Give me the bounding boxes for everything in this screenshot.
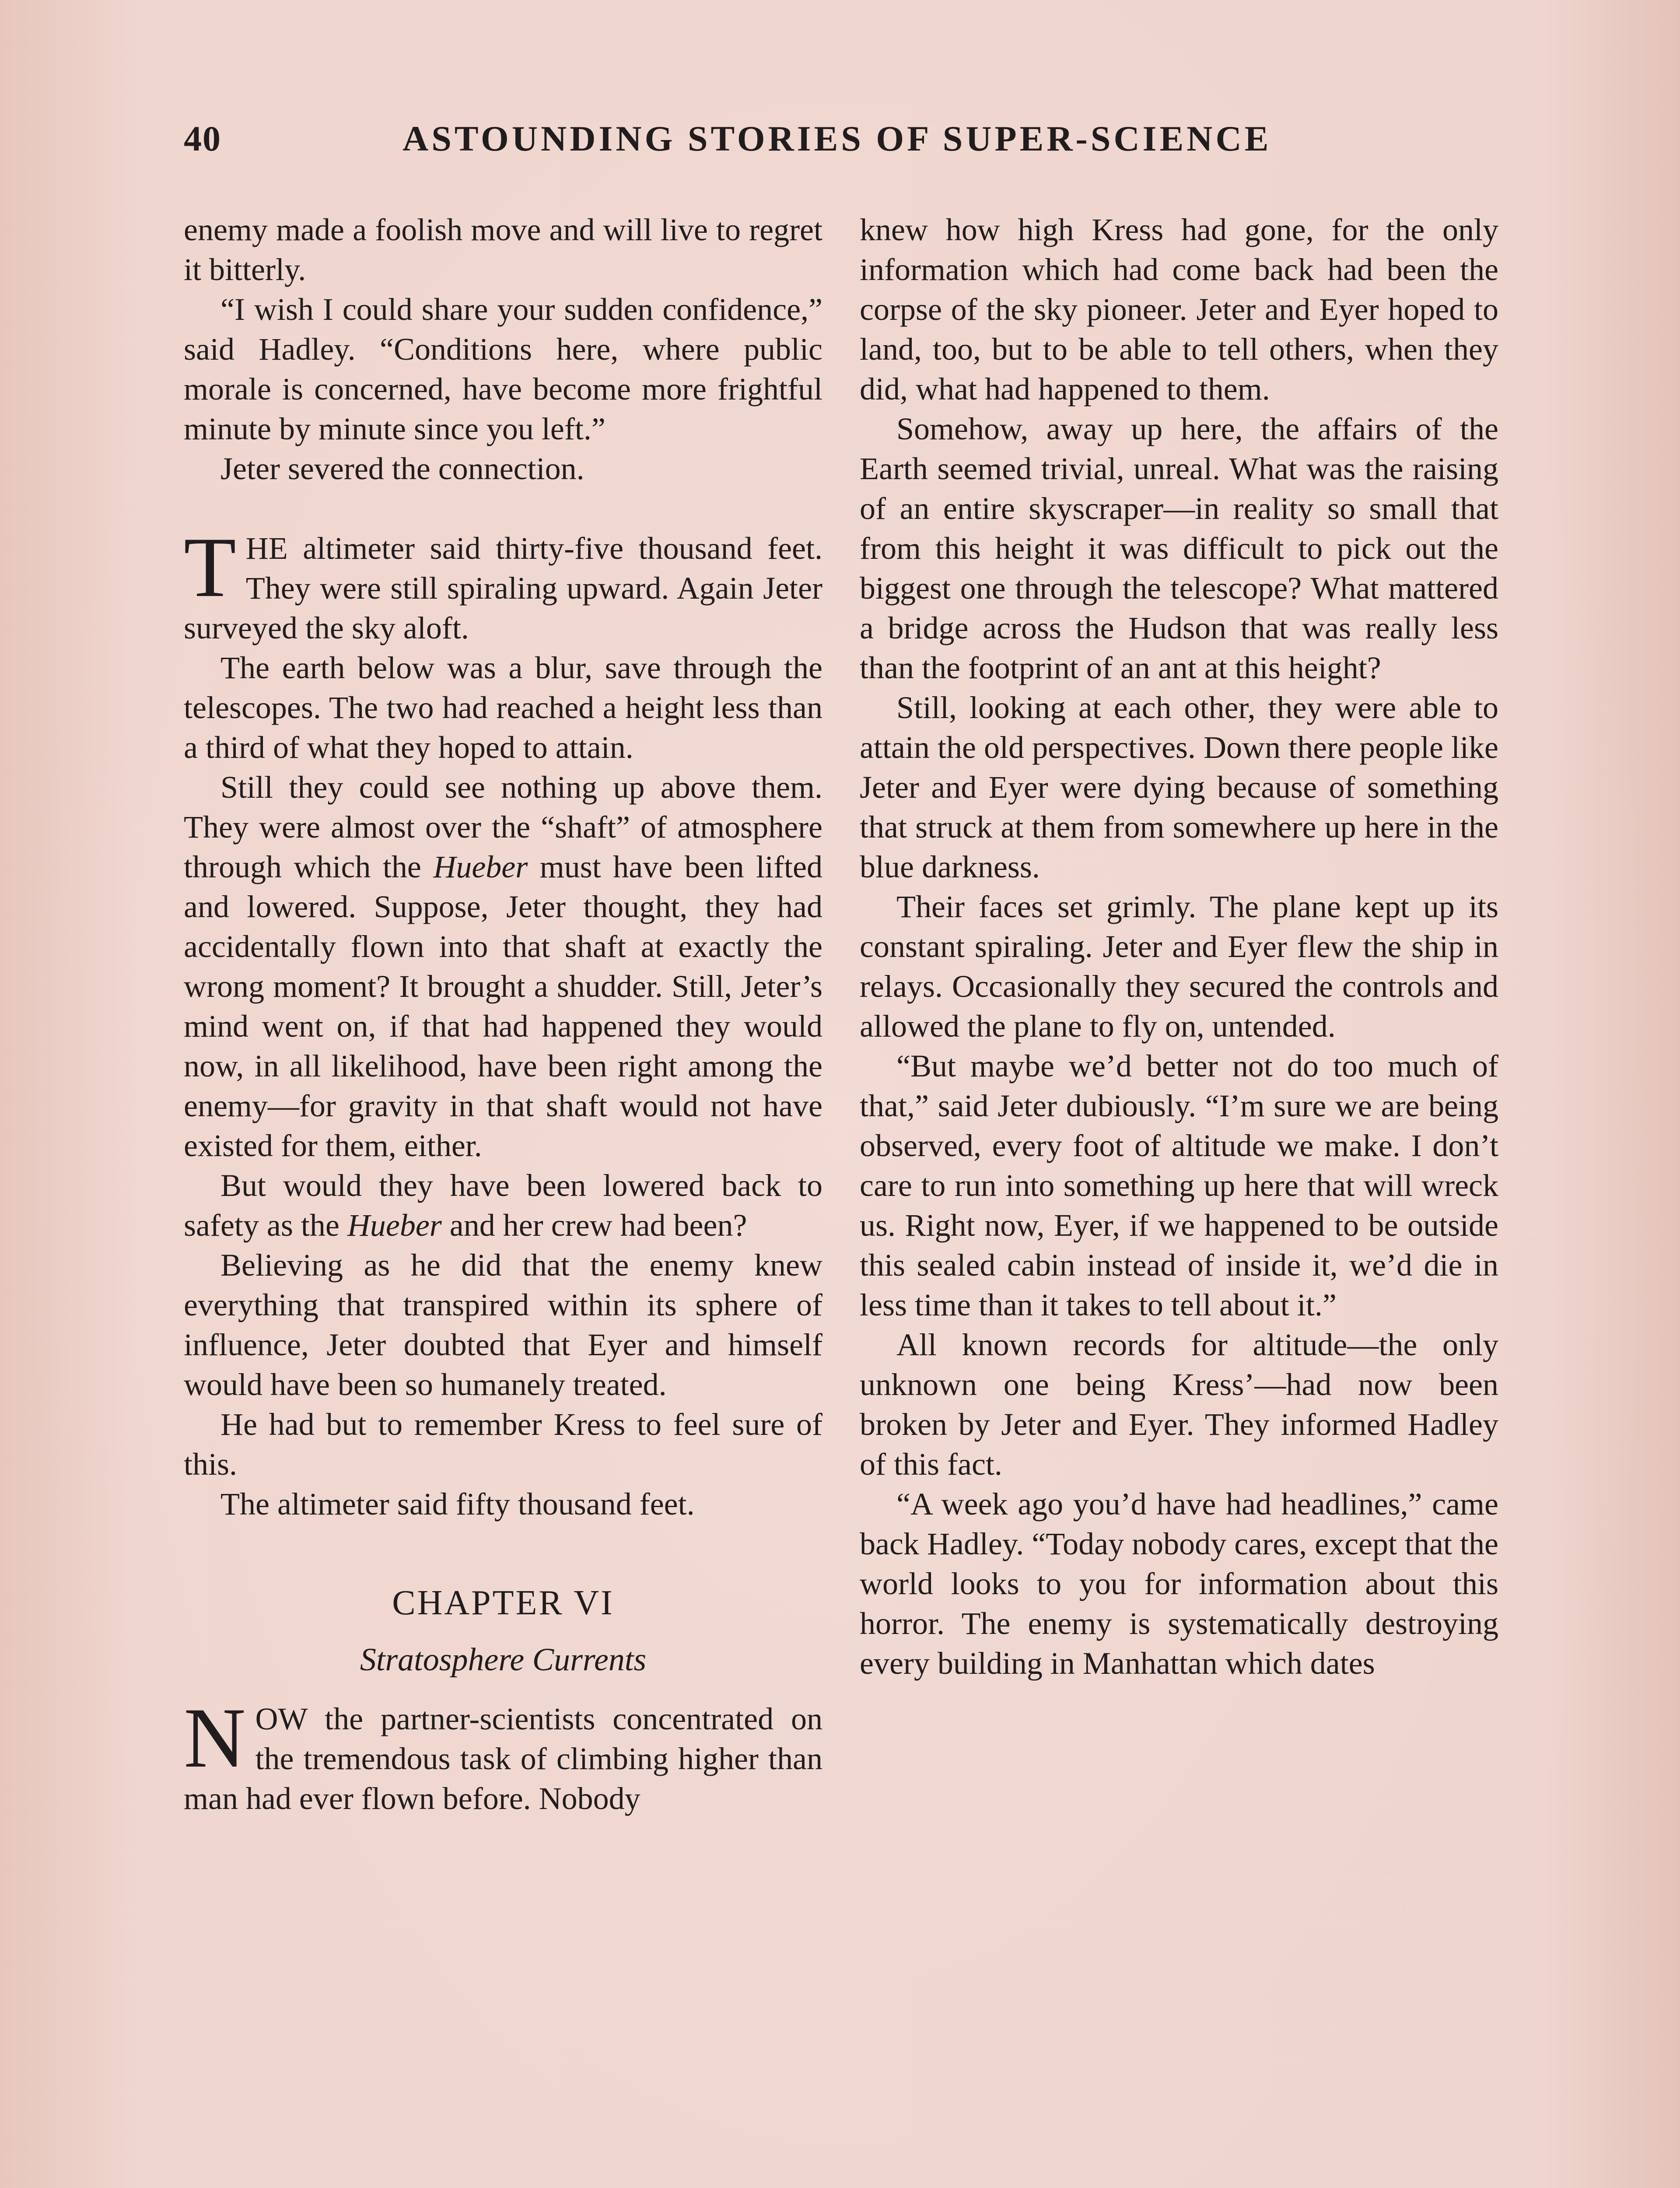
paragraph: Somehow, away up here, the affairs of the Earth seemed trivial, unreal. What was the raising of an entire skyscraper—in reality so small that from this height it was difficult to pick out the biggest one through the telescope? What mattered a bridge across the Hudson that was really less than the footprint of an ant at this height? (860, 411, 1498, 685)
paragraph-text: and her crew had been? (441, 1208, 747, 1243)
paragraph-dropcap (184, 1690, 822, 1819)
drop-cap: T (184, 520, 236, 615)
paragraph-dropcap (184, 520, 822, 648)
paragraph: All known records for altitude—the only unknown one being Kress’—had now been broken by Jeter and Eyer. They informed Hadley of this fact. (860, 1327, 1498, 1482)
ship-name: Hueber (347, 1208, 442, 1243)
paragraph-text: HE altimeter said thirty-five thousand feet. They were still spiraling upward. Again Jeter surveyed the sky aloft. (184, 531, 822, 645)
left-column (184, 210, 822, 1819)
paragraph: “I wish I could share your sudden confidence,” said Hadley. “Conditions here, where public morale is concerned, have become more frightful minute by minute since you left.” (184, 292, 822, 446)
paragraph: “A week ago you’d have had headlines,” came back Hadley. “Today nobody cares, except that the world looks to you for information about this horror. The enemy is systematically destroying every building in Manhattan which dates (860, 1487, 1498, 1681)
paragraph: Jeter severed the connection. (220, 451, 584, 486)
paragraph (184, 768, 822, 1166)
paragraph-text: But would they have been lowered back to safety as the (184, 1168, 822, 1243)
chapter-title-block (184, 1581, 822, 1682)
paragraph (184, 1166, 822, 1245)
paragraph: knew how high Kress had gone, for the only information which had come back had been the corpse of the sky pioneer. Jeter and Eyer hoped to land, too, but to be able to tell others, when they did, what had happened to them. (860, 212, 1498, 407)
paragraph: He had but to remember Kress to feel sure of this. (184, 1407, 822, 1482)
paragraph: Believing as he did that the enemy knew everything that transpired within its sphere of influence, Jeter doubted that Eyer and himself would have been so humanely treated. (184, 1248, 822, 1402)
drop-cap: N (184, 1690, 246, 1785)
paragraph: Their faces set grimly. The plane kept up its constant spiraling. Jeter and Eyer flew the ship in relays. Occasionally they secured the controls and allowed the plane to fly on, untended. (860, 889, 1498, 1044)
paragraph-text: must have been lifted and lowered. Suppose, Jeter thought, they had accidentally flown into that shaft at exactly the wrong moment? It brought a shudder. Still, Jeter’s mind went on, if that had happened they would now, in all likelihood, have been right among the enemy—for gravity in that shaft would not have existed for them, either. (184, 849, 822, 1163)
paragraph-text: OW the partner-scientists concentrated on the tremendous task of climbing higher than man had ever flown before. Nobody (184, 1701, 822, 1816)
paragraph-text: Still they could see nothing up above them. They were almost over the “shaft” of atmosphere through which the (184, 770, 822, 884)
paragraph: The earth below was a blur, save through the telescopes. The two had reached a height less than a third of what they hoped to attain. (184, 650, 822, 765)
running-title: ASTOUNDING STORIES OF SUPER-SCIENCE (402, 119, 1272, 158)
paragraph: The altimeter said fifty thousand feet. (220, 1487, 695, 1522)
chapter-heading: CHAPTER VI (392, 1584, 614, 1622)
paragraph: Still, looking at each other, they were able to attain the old perspectives. Down there people like Jeter and Eyer were dying because of something that struck at them from somewhere up here in the blue darkness. (860, 690, 1498, 884)
ship-name: Hueber (433, 849, 528, 884)
right-column (860, 210, 1498, 1683)
chapter-subtitle: Stratosphere Currents (360, 1642, 647, 1678)
page-header (184, 118, 1488, 171)
paragraph: enemy made a foolish move and will live to regret it bitterly. (184, 212, 822, 287)
page-number: 40 (184, 119, 221, 158)
paragraph: “But maybe we’d better not do too much of that,” said Jeter dubiously. “I’m sure we are being observed, every foot of altitude we make. I don’t care to run into something up here that will wreck us. Right now, Eyer, if we happened to be outside this sealed cabin instead of inside it, we’d die in less time than it takes to tell about it.” (860, 1048, 1498, 1322)
